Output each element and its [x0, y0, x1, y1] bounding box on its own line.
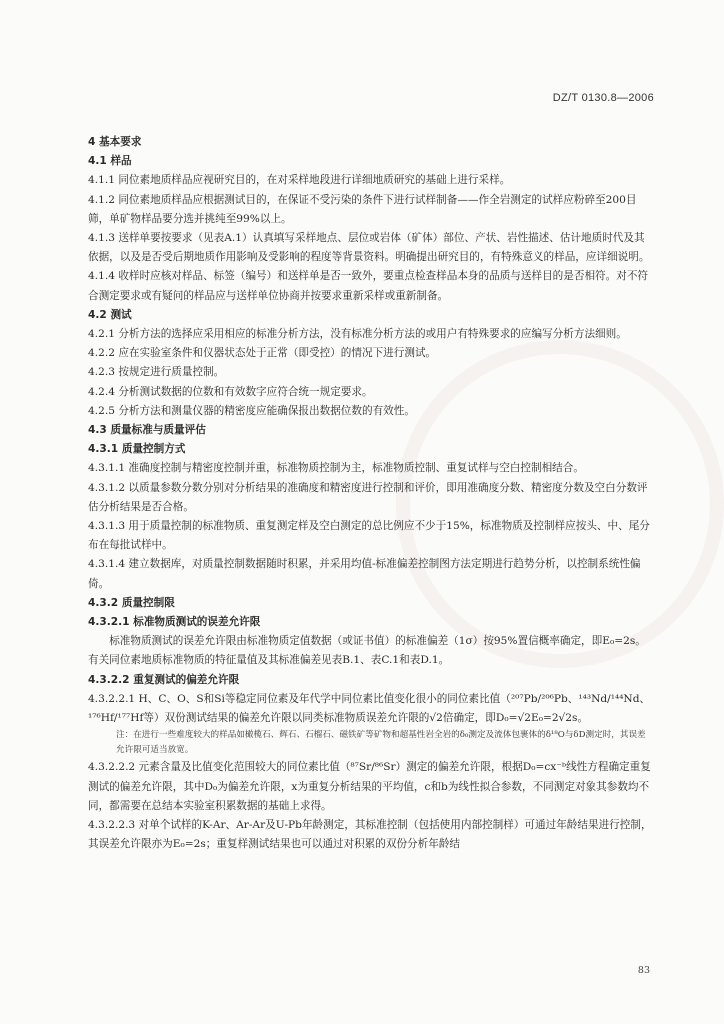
paragraph: 4.3.2.2.3 对单个试样的K-Ar、Ar-Ar及U-Pb年龄测定，其标准控制（包括使用内部控制样）可通过年龄结果进行控制，其误差允许限亦为E₀=2s；重复样测试结果也可以通过对积累的双份分析年龄结 [88, 818, 652, 851]
paragraph: 4.3.1.3 用于质量控制的标准物质、重复测定样及空白测定的总比例应不少于15%，标准物质及控制样应按头、中、尾分布在每批试样中。 [88, 520, 650, 552]
paragraph: 4.2.4 分析测试数据的位数和有效数字应符合统一规定要求。 [88, 385, 373, 398]
section-heading: 4.3 质量标准与质量评估 [88, 424, 206, 437]
section-heading: 4.3.2.1 标准物质测试的误差允许限 [88, 616, 261, 629]
paragraph: 4.2.2 应在实验室条件和仪器状态处于正常（即受控）的情况下进行测试。 [88, 347, 437, 360]
paragraph: 4.3.2.2.2 元素含量及比值变化范围较大的同位素比值（⁸⁷Sr/⁸⁶Sr）测定的偏差允许限，根据D₀=cx⁻ᵇ线性方程确定重复测试的偏差允许限，其中D₀为偏差允许限，x为重复分析结果的平均值，c和b为线性拟合参数，不同测定对象其参数均不同，都需要在总结本实验室积累数据的基础上求得。 [88, 761, 651, 812]
section-heading: 4.3.1 质量控制方式 [88, 443, 186, 456]
section-heading: 4.2 测试 [88, 308, 132, 321]
paragraph: 4.1.3 送样单要按要求（见表A.1）认真填写采样地点、层位或岩体（矿体）部位、产状、岩性描述、估计地质时代及其依据，以及是否受后期地质作用影响及受影响的程度等背景资料。明确提出研究目的，有特殊意义的样品，应详细说明。 [88, 232, 650, 264]
paragraph: 4.1.2 同位素地质样品应根据测试目的，在保证不受污染的条件下进行试样制备——作全岩测定的试样应粉碎至200目筛，单矿物样品要分选并挑纯至99%以上。 [88, 193, 637, 225]
section-heading: 4.3.2 质量控制限 [88, 596, 175, 609]
section-heading: 4.1 样品 [88, 155, 132, 168]
paragraph: 4.1.4 收样时应核对样品、标签（编号）和送样单是否一致外，要重点检查样品本身的品质与送样目的是否相符。对不符合测定要求或有疑问的样品应与送样单位协商并按要求重新采样或重新制备。 [88, 270, 649, 302]
paragraph: 4.3.1.4 建立数据库，对质量控制数据随时积累，并采用均值-标准偏差控制图方法定期进行趋势分析，以控制系统性偏倚。 [88, 558, 641, 590]
note-text: 注：在进行一些难度较大的样品如橄榄石、辉石、石榴石、磁铁矿等矿物和超基性岩全岩的δ₀测定及流体包裹体的δ¹⁸O与δD测定时，其误差允许限可适当放宽。 [116, 730, 646, 756]
section-heading: 4.3.2.2 重复测试的偏差允许限 [88, 673, 240, 686]
paragraph: 标准物质测试的误差允许限由标准物质定值数据（或证书值）的标准偏差（1σ）按95%置信概率确定，即E₀=2s。有关同位素地质标准物质的特征量值及其标准偏差见表B.1、表C.1和表D.1。 [88, 635, 646, 667]
paragraph: 4.2.1 分析方法的选择应采用相应的标准分析方法，没有标准分析方法的或用户有特殊要求的应编写分析方法细则。 [88, 328, 627, 341]
paragraph: 4.1.1 同位素地质样品应视研究目的，在对采样地段进行详细地质研究的基础上进行采样。 [88, 174, 511, 187]
paragraph: 4.3.1.2 以质量参数分数分别对分析结果的准确度和精密度进行控制和评价，即用准确度分数、精密度分数及空白分数评估分析结果是否合格。 [88, 481, 648, 513]
document-body [88, 133, 654, 854]
paragraph: 4.3.2.2.1 H、C、O、S和Si等稳定同位素及年代学中同位素比值变化很小的同位素比值（²⁰⁷Pb/²⁰⁶Pb、¹⁴³Nd/¹⁴⁴Nd、¹⁷⁶Hf/¹⁷⁷Hf等）双份测试结果的偏差允许限以同类标准物质误差允许限的√2倍确定，即D₀=√2E₀=2√2s。 [88, 692, 651, 725]
paragraph: 4.2.5 分析方法和测量仪器的精密度应能确保报出数据位数的有效性。 [88, 404, 415, 417]
standard-code-header: DZ/T 0130.8—2006 [552, 92, 654, 104]
section-heading: 4 基本要求 [88, 136, 142, 148]
page-number: 83 [637, 965, 650, 976]
paragraph: 4.2.3 按规定进行质量控制。 [88, 366, 225, 379]
paragraph: 4.3.1.1 准确度控制与精密度控制并重，标准物质控制为主，标准物质控制、重复试样与空白控制相结合。 [88, 462, 584, 475]
